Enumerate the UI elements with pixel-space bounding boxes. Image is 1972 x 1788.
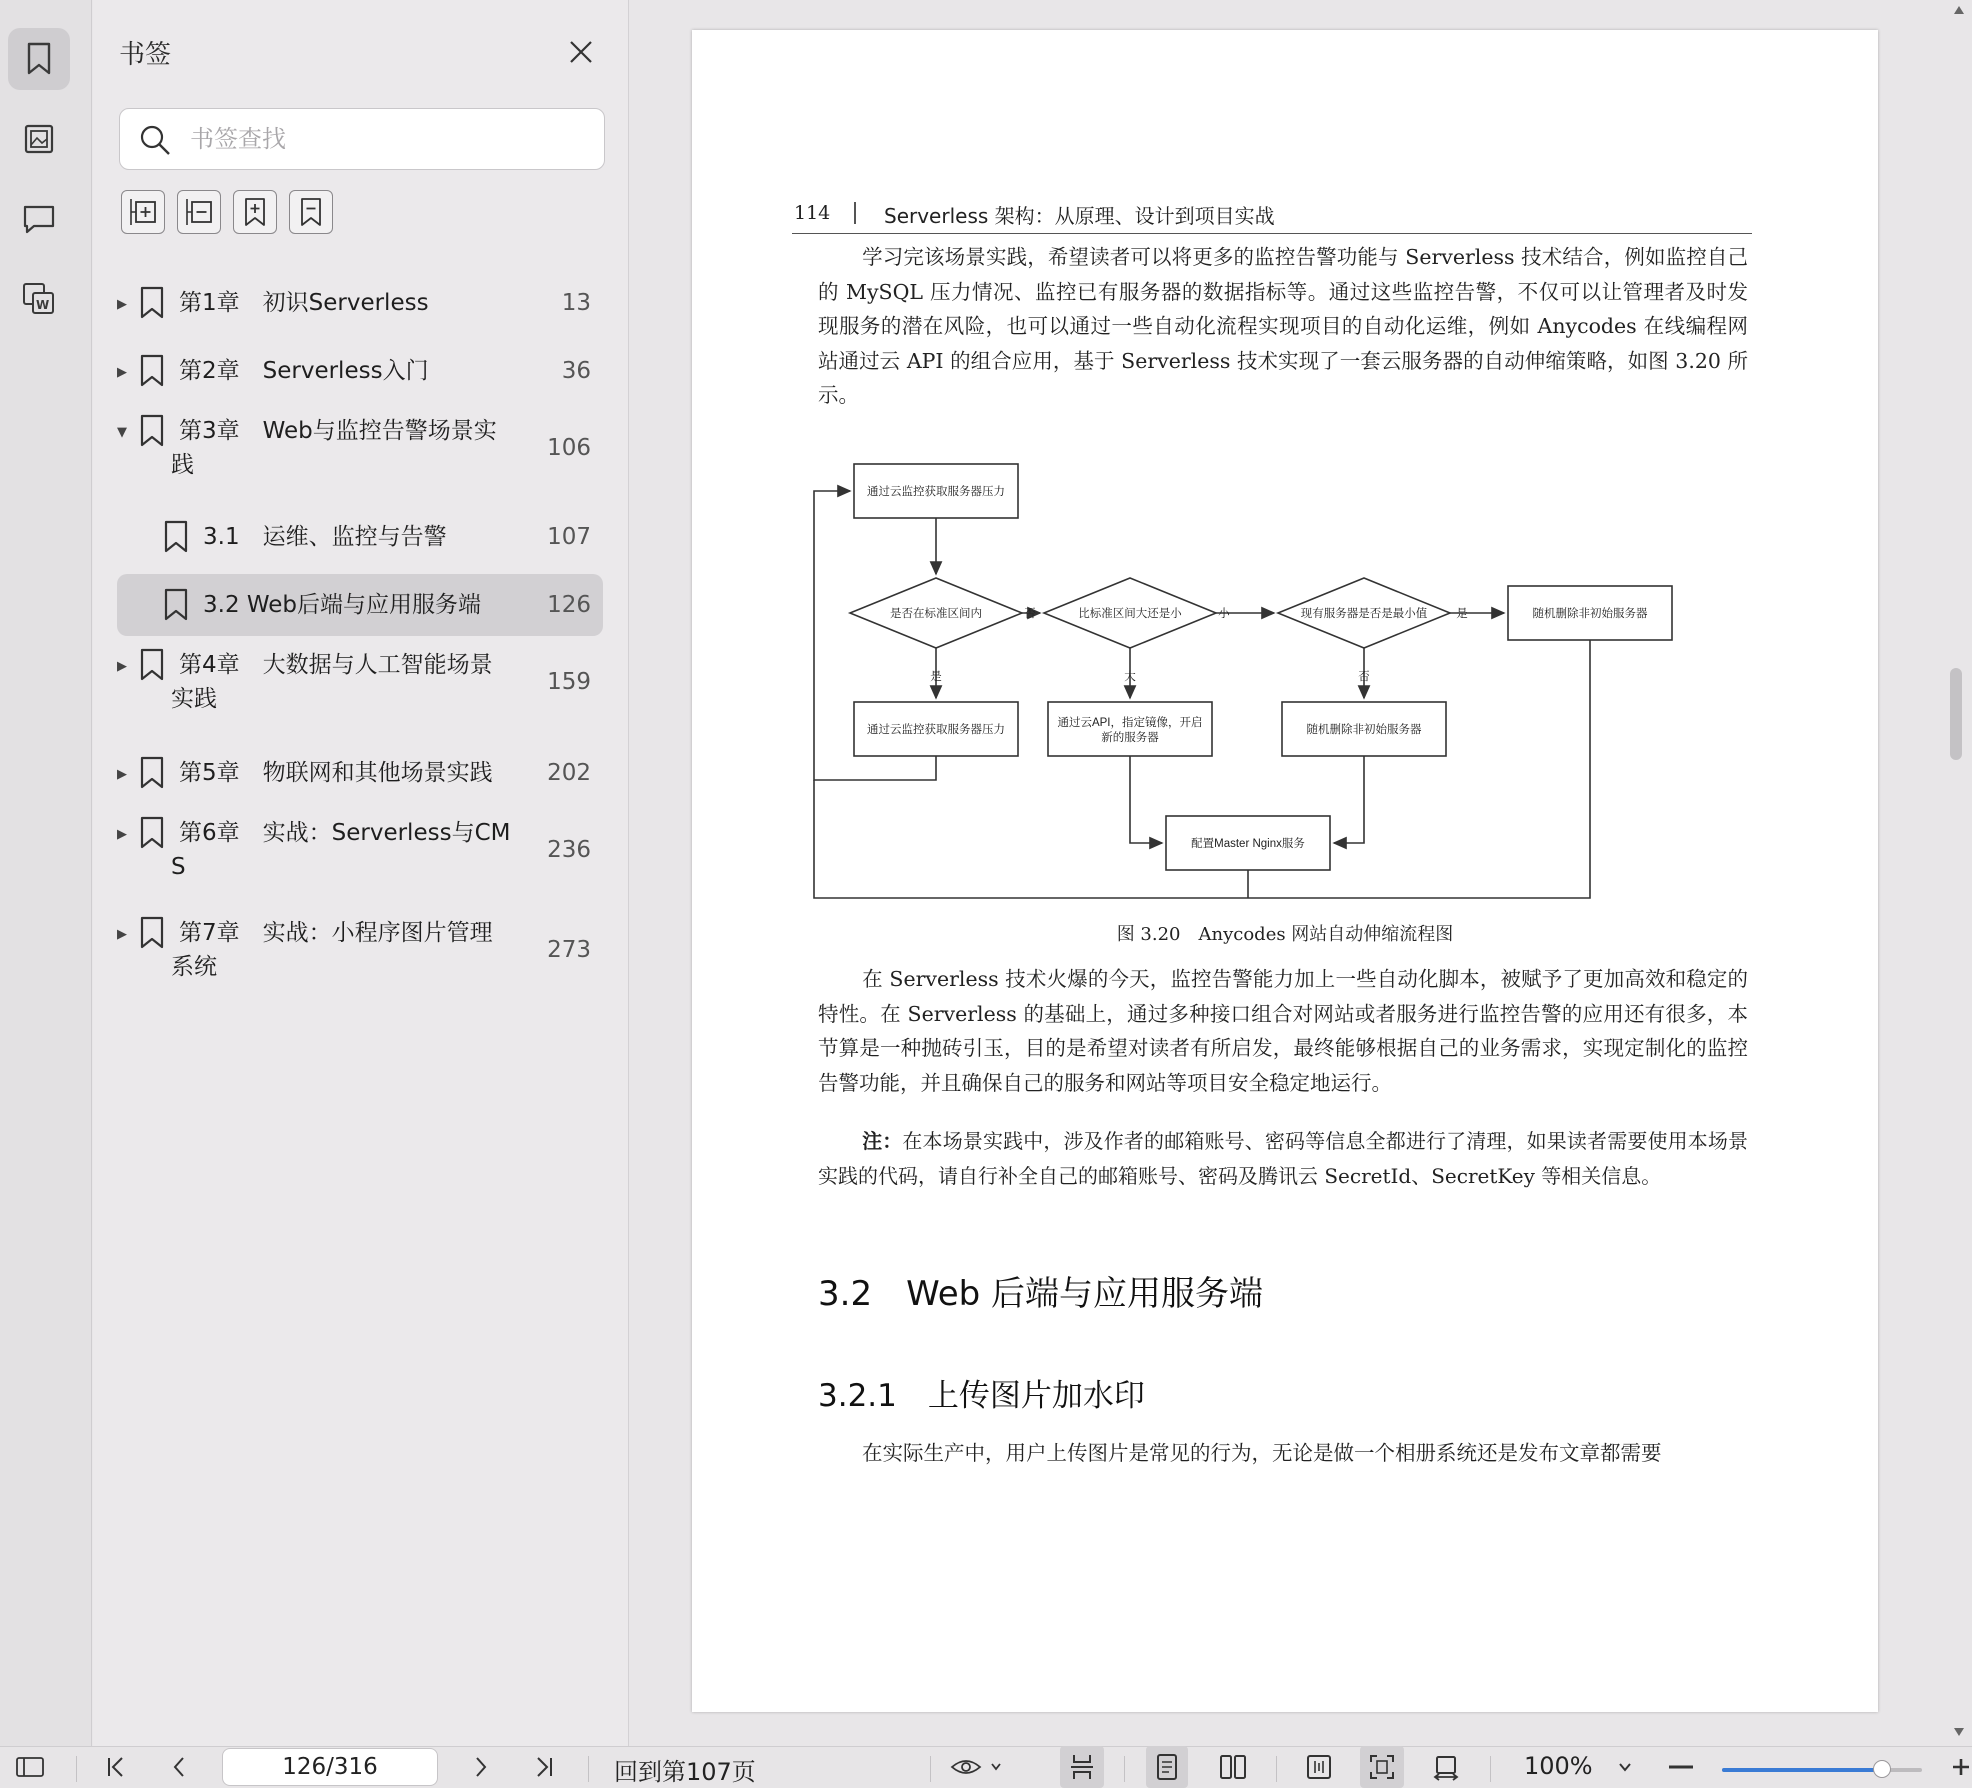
- word-export-icon[interactable]: [8, 268, 70, 330]
- bookmark-item-label: [203, 520, 535, 554]
- rotate-page-icon[interactable]: [1424, 1746, 1468, 1788]
- bookmark-label-line: 3.1 运维、监控与告警: [203, 524, 447, 550]
- flow-box-create-server: [1048, 702, 1212, 756]
- page-number: 114: [794, 202, 831, 224]
- search-icon: [138, 123, 172, 161]
- bookmark-page-number: 159: [547, 669, 591, 695]
- paragraph-1: [818, 240, 1748, 413]
- thumbnail-icon[interactable]: [8, 108, 70, 170]
- bookmark-item[interactable]: [117, 908, 603, 992]
- bookmark-page-number: 107: [547, 524, 591, 550]
- subsection-heading: 3.2.1 上传图片加水印: [818, 1378, 1145, 1414]
- bookmark-page-number: 106: [547, 435, 591, 461]
- bookmark-page-number: 36: [561, 358, 591, 384]
- bookmark-label-line: 第7章 实战：小程序图片管理: [179, 920, 493, 946]
- eye-mode-icon[interactable]: [946, 1746, 1010, 1788]
- toolbar-divider: [1276, 1756, 1277, 1782]
- bookmark-item-label: [203, 588, 535, 622]
- expand-arrow-icon[interactable]: ▶: [117, 767, 127, 782]
- bookmark-item[interactable]: [117, 406, 603, 490]
- bookmark-label-line: 3.2 Web后端与应用服务端: [203, 592, 482, 618]
- expand-arrow-icon[interactable]: ▶: [117, 659, 127, 674]
- go-back-to-page-button[interactable]: 回到第107页: [614, 1758, 756, 1786]
- bookmark-item[interactable]: [117, 506, 603, 568]
- bookmark-item[interactable]: [117, 272, 603, 334]
- bookmark-item-icon: [161, 520, 191, 554]
- paragraph-2: [818, 962, 1748, 1100]
- bookmark-label-line: 第2章 Serverless入门: [179, 358, 429, 384]
- note-block: [818, 1124, 1748, 1194]
- next-page-icon[interactable]: [462, 1746, 498, 1788]
- remove-bookmark-icon[interactable]: [289, 190, 333, 234]
- bookmark-icon[interactable]: [8, 28, 70, 90]
- collapse-arrow-icon[interactable]: ▼: [117, 425, 127, 440]
- document-page: [692, 30, 1878, 1712]
- running-head: Serverless 架构：从原理、设计到项目实战: [884, 204, 1275, 228]
- bookmark-label-line: 第1章 初识Serverless: [179, 290, 429, 316]
- collapse-all-icon[interactable]: [177, 190, 221, 234]
- scrollbar-thumb[interactable]: [1950, 668, 1962, 760]
- bookmark-item-icon: [161, 588, 191, 622]
- bookmark-search-input[interactable]: [190, 121, 580, 157]
- two-page-icon[interactable]: [1212, 1746, 1254, 1788]
- bookmark-item-label: [179, 756, 535, 790]
- comment-icon[interactable]: [8, 188, 70, 250]
- bookmark-page-number: 236: [547, 837, 591, 863]
- flow-label-yes-right: 是: [1456, 608, 1468, 620]
- bookmark-panel: [93, 0, 629, 1746]
- expand-arrow-icon[interactable]: ▶: [117, 365, 127, 380]
- bookmark-item-label: [171, 648, 535, 716]
- paragraph-2-text: 在 Serverless 技术火爆的今天，监控告警能力加上一些自动化脚本，被赋予了更加高效和稳定的特性。在 Serverless 的基础上，通过多种接口组合对网站或者服务进行监控告警的应用还有很多，本节算是一种抛砖引玉，目的是希望对读者有所启发，最终能够根据自己的业务需求，实现定制化的监控告警功能，并且确保自己的服务和网站等项目安全稳定地运行。: [818, 967, 1748, 1095]
- bookmark-item-label: [171, 816, 535, 884]
- bookmark-label-line: 第3章 Web与监控告警场景实: [179, 418, 497, 444]
- last-page-icon[interactable]: [526, 1746, 562, 1788]
- flow-text-monitor: 通过云监控获取服务器压力: [867, 486, 1005, 498]
- sidebar-rail: [0, 0, 92, 1746]
- bookmark-page-number: 273: [547, 937, 591, 963]
- paragraph-1-text: 学习完该场景实践，希望读者可以将更多的监控告警功能与 Serverless 技术结合，例如监控自己的 MySQL 压力情况、监控已有服务器的数据指标等。通过这些监控告警，不仅可以让管理者及时发现服务的潜在风险，也可以通过一些自动化流程实现项目的自动化运维，例如 Anycodes 在线编程网站通过云 API 的组合应用，基于 Serverless 技术实现了一套云服务器的自动伸缩策略，如图 3.20 所示。: [818, 245, 1748, 407]
- flow-text-create-2: 新的服务器: [1101, 732, 1159, 744]
- bookmark-item-icon: [137, 916, 167, 950]
- bookmark-item[interactable]: [117, 808, 603, 892]
- toolbar-divider: [930, 1756, 931, 1782]
- flow-label-yes-down: 是: [930, 671, 942, 683]
- bookmark-label-line: 系统: [171, 954, 217, 980]
- zoom-out-icon[interactable]: [1664, 1746, 1698, 1788]
- paragraph-3-text: 在实际生产中，用户上传图片是常见的行为，无论是做一个相册系统还是发布文章都需要: [862, 1441, 1662, 1465]
- flow-text-in-range: 是否在标准区间内: [890, 608, 982, 620]
- note-text: 在本场景实践中，涉及作者的邮箱账号、密码等信息全都进行了清理，如果读者需要使用本场景实践的代码，请自行补全自己的邮箱账号、密码及腾讯云 SecretId、SecretKey 等相关信息。: [818, 1129, 1749, 1188]
- bookmark-item-icon: [137, 756, 167, 790]
- flow-text-delete-low: 随机删除非初始服务器: [1306, 724, 1422, 736]
- bookmark-page-number: 202: [547, 760, 591, 786]
- fit-page-icon[interactable]: [1360, 1746, 1404, 1788]
- scroll-down-icon[interactable]: [1954, 1728, 1964, 1736]
- scroll-up-icon[interactable]: [1954, 6, 1964, 14]
- fit-width-icon[interactable]: [1298, 1746, 1340, 1788]
- toggle-sidebar-icon[interactable]: [10, 1746, 50, 1788]
- bookmark-item-icon: [137, 414, 167, 448]
- toolbar-divider: [1490, 1756, 1491, 1782]
- flow-label-no: 否: [1024, 608, 1036, 620]
- zoom-level[interactable]: 100%: [1524, 1752, 1593, 1780]
- flow-text-monitor-low: 通过云监控获取服务器压力: [867, 724, 1005, 736]
- bookmark-item[interactable]: [117, 640, 603, 724]
- bookmark-label-line: 第4章 大数据与人工智能场景: [179, 652, 493, 678]
- flow-text-bigger-smaller: 比标准区间大还是小: [1078, 608, 1182, 620]
- panel-title: 书签: [119, 40, 172, 70]
- bookmark-page-number: 126: [547, 592, 591, 618]
- page-number-input[interactable]: 126/316: [222, 1748, 438, 1786]
- figure-caption: 图 3.20 Anycodes 网站自动伸缩流程图: [1116, 924, 1454, 945]
- document-viewport[interactable]: [630, 0, 1972, 1746]
- single-page-icon[interactable]: [1146, 1746, 1188, 1788]
- continuous-scroll-icon[interactable]: [1060, 1746, 1104, 1788]
- bookmark-item[interactable]: [117, 340, 603, 402]
- flow-label-no-down: 否: [1358, 671, 1370, 683]
- bookmark-item-label: [179, 286, 535, 320]
- toolbar-divider: [1124, 1756, 1125, 1782]
- flow-label-small: 小: [1218, 608, 1230, 620]
- bookmark-item-icon: [137, 286, 167, 320]
- bookmark-label-line: S: [171, 854, 186, 880]
- previous-page-icon[interactable]: [162, 1746, 198, 1788]
- bookmark-item-icon: [137, 648, 167, 682]
- bookmark-item-icon: [137, 354, 167, 388]
- paragraph-3: [818, 1436, 1748, 1471]
- flow-label-big: 大: [1124, 671, 1136, 683]
- section-heading: 3.2 Web 后端与应用服务端: [818, 1274, 1264, 1314]
- add-bookmark-icon[interactable]: [233, 190, 277, 234]
- bookmark-item-label: [179, 354, 535, 388]
- bookmark-item[interactable]: [117, 574, 603, 636]
- zoom-in-icon[interactable]: [1950, 1746, 1972, 1788]
- vertical-scrollbar[interactable]: [1946, 0, 1972, 1746]
- expand-arrow-icon[interactable]: ▶: [117, 927, 127, 942]
- page-header: [792, 172, 1752, 234]
- bookmark-label-line: 践: [171, 452, 194, 478]
- expand-arrow-icon[interactable]: ▶: [117, 297, 127, 312]
- bookmark-label-line: 实践: [171, 686, 217, 712]
- bookmark-label-line: 第5章 物联网和其他场景实践: [179, 760, 493, 786]
- svg-text:W: W: [36, 298, 50, 312]
- zoom-dropdown-icon[interactable]: [1610, 1746, 1640, 1788]
- flow-text-nginx: 配置Master Nginx服务: [1191, 838, 1305, 850]
- bookmark-item-label: [171, 414, 535, 482]
- bookmark-item-label: [171, 916, 535, 984]
- flowchart: [812, 460, 1762, 910]
- expand-arrow-icon[interactable]: ▶: [117, 827, 127, 842]
- header-divider: [854, 202, 856, 224]
- bookmark-item[interactable]: [117, 742, 603, 804]
- flow-text-delete-right: 随机删除非初始服务器: [1532, 608, 1648, 620]
- zoom-slider-fill: [1722, 1768, 1882, 1772]
- first-page-icon[interactable]: [98, 1746, 134, 1788]
- toolbar-divider: [588, 1756, 589, 1782]
- bookmark-item-icon: [137, 816, 167, 850]
- flow-text-create-1: 通过云API，指定镜像，开启: [1057, 717, 1203, 729]
- expand-all-icon[interactable]: [121, 190, 165, 234]
- note-label: 注：: [862, 1129, 903, 1153]
- flow-text-min-servers: 现有服务器是否是最小值: [1300, 608, 1428, 620]
- toolbar-divider: [76, 1756, 77, 1782]
- close-icon[interactable]: [565, 36, 597, 68]
- bookmark-label-line: 第6章 实战：Serverless与CM: [179, 820, 511, 846]
- zoom-slider-handle[interactable]: [1873, 1760, 1891, 1778]
- bookmark-search-box[interactable]: [119, 108, 605, 170]
- bookmark-page-number: 13: [561, 290, 591, 316]
